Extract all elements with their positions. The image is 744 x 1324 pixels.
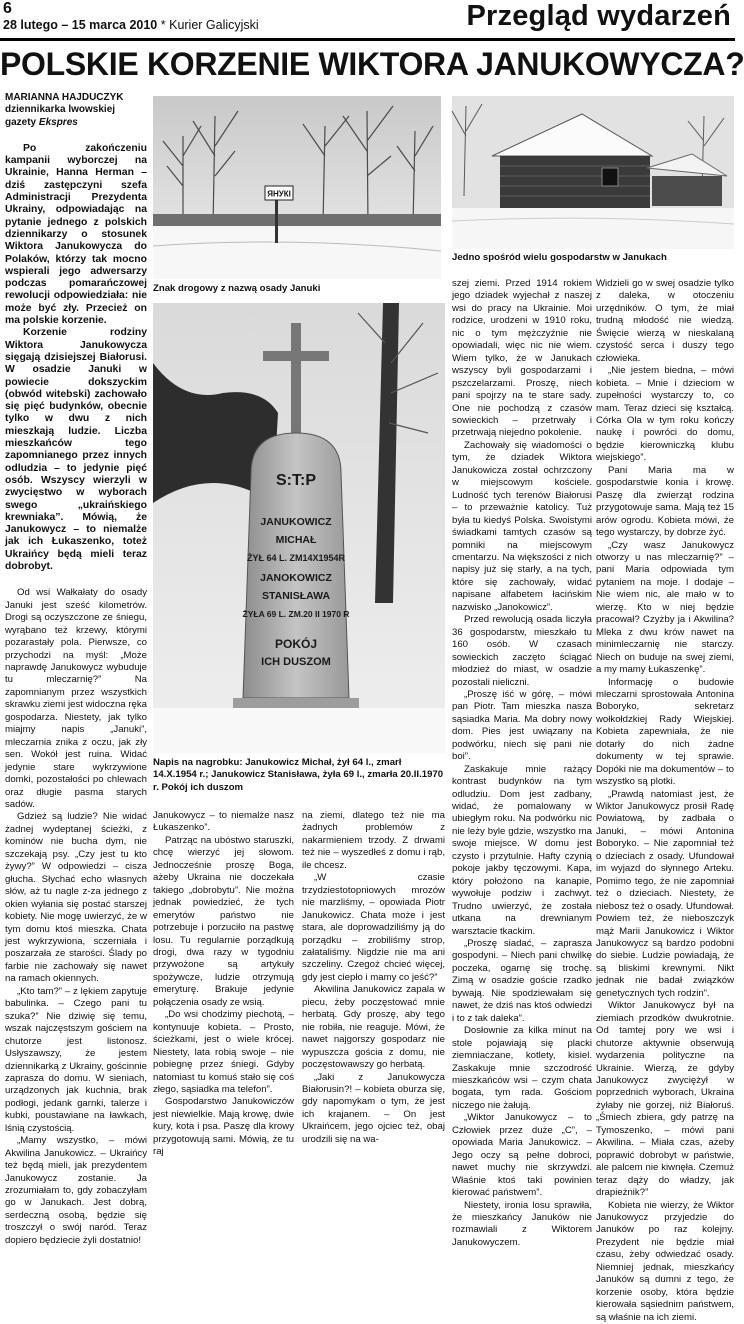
paragraph: Przed rewolucją osada liczyła 36 gospodarstw, mieszkało tu 160 osób. W czasach sowieckich zaczęto ściągać młodzież do miast, w osadzie pozostali nieliczni. [452,614,592,688]
article-column-3 [452,278,592,1248]
paragraph: Od wsi Wałkałaty do osady Januki jest sześć kilometrów. Drogi są oczyszczone ze śniegu, wyrąbano też krzewy, którymi pozarastały pola. Pierwsze, co przychodzi na myśl: „Może naprawdę Janukowycz wybuduje tu mleczarnię?” Na zapomnianym przez wszystkich skrawku ziemi jest widoczna ręka gospodarza. Niestety, jak tylko miajmy napis „Januki”, mleczarnia znika z oczu, jak zły sen. Wokół jest ruina. Widać jedynie stare wykrzywione domki, pozostałości po chlewach oraz długie pasma starych sadów. [5,587,147,810]
grave-inscription-line: STANISŁAWA [261,590,331,602]
paragraph: „W czasie trzydziestotopniowych mrozów nie marzliśmy, – opowiada Piotr Janukowicz. Chata może i jest stara, ale doprowadziliśmy ją do porządku – zrobiliśmy strop, załataliśmy. Nigdzie nie ma ani szczeliny. Czegoż chcieć więcej, gdy jest ciepło i mamy co jeść?” [302,872,445,983]
paragraph: Akwilina Janukowicz zapala w piecu, żeby poczęstować mnie herbatą. Gdy proszę, aby tego nie robiła, nie reaguje. Mówi, że nawet najgorszy gospodarz nie wypuszcza gościa z domu, nie poczęstowawszy go herbatą. [302,984,445,1071]
section-title: Przegląd wydarzeń [466,0,731,32]
grave-inscription-line: ŻYŁ 64 L. ZM14X1954R [246,553,346,563]
article-column-1 [5,92,147,1246]
paragraph: „Czy wasz Janukowycz otworzy u nas mleczarnię?” – pani Maria odpowiada tym pytaniem na moje. I dodaje – Nie wiem nic, ale mało w to wierzę. Kto w niej będzie pracował? Czyżby ja i Akwilina? Mleka z dwu krów nawet na minimleczarnię nie starczy. Niech on buduje na swej ziemi, a my mamy Łukaszenkę”. [596,539,734,676]
paragraph: Niestety, ironia losu sprawiła, że mieszkańcy Januków nie rozmawiali z Wiktorem Janukowyczem. [452,1199,592,1248]
paragraph: Janukowycz – to niemalże nasz Łukaszenko”. [153,810,294,834]
page-header [0,0,735,46]
paragraph: Widzieli go w swej osadzie tylko z daleka, w otoczeniu urzędników. O tym, że miał trudną młodość nie wiedzą. Święcie wierzą w nieskalaną czystość serca i duszy tego człowieka. [596,278,734,364]
grave-inscription-line: S:T:P [276,472,316,489]
issue-line [3,18,259,32]
paragraph: „Proszę iść w górę, – mówi pan Piotr. Tam mieszka nasza sąsiadka Maria. Ma dobry nowy dom. Pies jest uwiązany na podwórku, niech się pani nie boi”. [452,688,592,763]
grave-inscription-line: JANOKOWICZ [260,572,332,584]
lead-paragraph: Po zakończeniu kampanii wyborczej na Ukrainie, Hanna Herman – dziś zastępczyni szefa Administracji Prezydenta Ukrainy, odpowiadając na pytanie jednego z polskich dziennikarzy o stosunek Wiktora Janukowycza do Polaków, którzy tak mocno wspierali jego adwersarzy podczas pomarańczowej rewolucji odpowiedziała: nie może być zły. Przecież on ma polskie korzenie. [5,142,147,327]
publication-name: Kurier Galicyjski [169,18,259,32]
page-number: 6 [3,0,12,17]
caption-gravestone: Napis na nagrobku: Janukowicz Michał, żył 64 l., zmarł 14.X.1954 r.; Janukowicz Stanisława, żyła 69 l., zmarła 20.II.1970 r. Pokój ich duszom [153,757,444,793]
author-name: MARIANNA HAJDUCZYK [5,92,124,103]
paragraph: „Do wsi chodzimy piechotą, – kontynuuje kobieta. – Prosto, ścieżkami, jest o wiele krócej. Niestety, lata robią swoje – nie pobiegnę przez śniegi. Gdyby natomiast tu komuś stało się coś złego, sąsiadka ma telefon”. [153,1009,294,1095]
article-column-4 [596,278,734,1323]
paragraph: „Nie jestem biedna, – mówi kobieta. – Mnie i dzieciom w zupełności wystarczy to, co mam. Teraz dzieci się kształcą. Córka Ola w tym roku kończy naukę i powróci do domu, będzie kierowniczką klubu wiejskiego”. [596,365,734,464]
paragraph: szej ziemi. Przed 1914 rokiem jego dziadek wyjechał z naszej wsi do pracy na Ukrainie. Moi rodzice, urodzeni w 1910 roku, nic o tym mężczyźnie nie opowiadali, więc nic nie wiem. Wiem tylko, że w Janukach wszyscy byli gospodarzami i pszczelarzami. Proszę, niech pani spojrzy na te stare sady. One nie pochodzą z czasów sowieckich – przetrwały i przetrwają niejedno pokolenie. [452,278,592,439]
paragraph: Kobieta nie wierzy, że Wiktor Janukowycz przyjedzie do Januków po raz kolejny. Prezydent nie będzie miał czasu, żeby odwiedzać osady. Niemniej jednak, mieszkańcy Januków są dumni z tego, że korzenie osoby, która będzie kierowała sąsiednim państwem, są właśnie na ich ziemi. [596,1199,734,1323]
paragraph: „Mamy wszystko, – mówi Akwilina Janukowicz. – Ukraińcy też będą mieli, jak prezydentem Janukowycz zostanie. Ja zrozumiałam to, gdy zobaczyłam go w Janukach. Jest dobrą, serdeczną osobą, będzie się troszczył o swój naród. Teraz dopiero będziecie żyli dostatnio! [5,1135,147,1246]
paragraph: Wiktor Janukowycz był na ziemiach przodków dwukrotnie. Od tamtej pory we wsi i chutorze aktywnie obserwują wydarzenia polityczne na Ukrainie. Wierzą, że gdyby Janukowycz zwyciężył w poprzednich wyborach, Ukraina żyłaby nie gorzej, niż Białoruś. „Śmiech zbiera, gdy patrzę na Tymoszenko, – mówi pani Akwilina. – Miała czas, ażeby poprawić dobrobyt w państwie, ale palcem nie kiwnęła. Czemuż teraz dąży do władzy, jak drapieżnik?” [596,1000,734,1199]
author-byline [5,92,147,129]
paragraph: Gdzież są ludzie? Nie widać żadnej wydeptanej ścieżki, z kominów nie bucha dym, nie szczekają psy. „Czy jest tu kto żywy?” W odpowiedzi – cisza głucha. Słychać echo własnych słów, aż tu nagle z-za jednego z okien wyłania się postać starszej kobiety. Nie mogę uwierzyć, że w tym domu ktoś mieszka. Chata jest wykrzywiona, sczerniała i poszarzała ze starości. Ślady po farbie nie zachowały się nawet na ramach okiennych. [5,811,147,985]
paragraph: Zachowały się wiadomości o tym, że dziadek Wiktora Janukowicza został ochrzczony w miejscowym kościele. Ludność tych terenów Białorusi – to przeważnie katolicy. Tuż była tu kiedyś Polska. Swoistymi świadkami tamtych czasów są pomniki na miejscowym cmentarzu. Na większości z nich napisy już się starły, a na tych, które się zachowały, widać napisane alfabetem łacińskim nazwisko „Janokowicz”. [452,439,592,613]
lead-paragraph: Korzenie rodziny Wiktora Janukowycza sięgają dzisiejszej Białorusi. W osadzie Januki w powiecie dokszyckim (obwód witebski) zachowało się pięć budynków, obecnie tylko w dwu z nich mieszkają ludzie. Liczba mieszkańców tego zapomnianego przez innych odludzia – to jedynie pięć osób. Wszyscy wierzyli w zwycięstwo w wyborach swego „ukraińskiego krewniaka”. Mówią, że Janukowycz – to niemalże jak ich Łukaszenko, toteż Ukraińcy będą mieli teraz dobrobyt. [5,327,147,572]
paragraph: Gospodarstwo Janukowiczów jest niewielkie. Mają krowę, dwie kury, kota i psa. Paszę dla krowy przygotowują sami. Mówią, że tu raj [153,1096,294,1158]
column-body [5,587,147,1247]
author-role: dziennikarka lwowskiej gazety [5,104,116,128]
article-column-2b [302,810,445,1145]
photo-farmstead [452,96,734,249]
paragraph: „Wiktor Janukowycz – to Człowiek przez duże „C”, – opowiada Maria Janukowicz. – Jego oczy są pełne dobroci, nawet muchy nie skrzywdzi. Właśnie ktoś taki powinien kierować państwem”. [452,1112,592,1199]
photo-gravestone [153,303,445,753]
article-lead [5,143,147,573]
grave-inscription-line: JANUKOWICZ [260,516,332,528]
paragraph: Informację o budowie mleczarni sprostowała Antonina Boboryko, sekretarz wołkołdzkiej Rady Wiejskiej. Kobieta zapewniała, że nie dotarły do nich żadne dokumenty w tej sprawie. Dopóki nie ma dokumentów – to wszystko są plotki. [596,676,734,788]
paragraph: „Prawdą natomiast jest, że Wiktor Janukowycz prosił Radę Powiatową, by zadbała o Januki, – mówi Antonina Boboryko. – Nie zapomniał też o dzieciach z osady. Ufundował im wyjazd do słynnego Arteku. Pomimo tego, że nie zapomniał też o dzieciach. Niestety, że niebosz też o osady. Ufundował. Powiem też, że nieboszczyk mąż Marii Janukowicz i Wiktor Janukowycz są bardzo podobni do siebie. Ludzie powiadają, że są bliskimi krewnymi. Nikt jednak nie badał związków genetycznych tych rodzin”. [596,788,734,999]
paragraph: Dosłownie za kilka minut na stole pojawiają się placki ziemniaczane, kotlety, kisiel. Zaskakuje mnie szczodrość mieszkańców wsi – czym chata bogata, tym rada. Gościom niczego nie żałują. [452,1025,592,1111]
issue-dates: 28 lutego – 15 marca 2010 [3,18,158,32]
paragraph: „Jaki z Janukowycza Białorusin?! – kobieta oburza się, gdy napomykam o tym, że jest ich krajanem. – On jest Ukraińcem, jego ojciec też, obaj urodzili się na wa- [302,1071,445,1145]
article-column-2 [153,810,294,1158]
grave-inscription-line: ŻYŁA 69 L. ZM.20 II 1970 R [242,609,350,619]
paragraph: Zaskakuje mnie rażący kontrast budynków na tym odludziu. Dom jest zadbany, widać, że pomalowany w ubiegłym roku. Na podwórku nic nie leży byle gdzie, wszystko ma swoje miejsce. W domu jest czysto i przytulnie. Hafty czynią pokoje jakby tęczowymi. Kapa, który położono na kanapie, wywołuje podziw i zachwyt. Trudno uwierzyć, że została utkana na drewnianym warsztacie tkackim. [452,763,592,937]
grave-inscription-line: POKÓJ [274,637,318,651]
header-rule [0,38,735,41]
paragraph: „Proszę siadać, – zaprasza gospodyni. – Niech pani chwilkę poczeka, ogarnę się trochę. Zimą w osadzie goście rzadko bywają. Nie spodziewałam się nawet, że dziś nas ktoś odwiedzi i to z tak daleka”. [452,938,592,1024]
paragraph: Pani Maria ma w gospodarstwie konia i krowę. Paszę dla zwierząt rodzina przygotowuje sama. Mają też 15 arów ogrodu. Kobieta mówi, że tego wystarczy, by dobrze żyć. [596,464,734,539]
paragraph: na ziemi, dlatego też nie ma żadnych problemów z nakarmieniem trzody. Z drwami też nie – wyszedłeś z domu i rąb, ile chcesz. [302,810,445,871]
article-headline: POLSKIE KORZENIE WIKTORA JANUKOWYCZA? [0,46,744,82]
caption-farmstead: Jedno spośród wielu gospodarstw w Janukach [452,252,667,263]
paragraph: „Kto tam?” – z lękiem zapytuje babulinka. – Czego pani tu szuka?” Nie dziwię się temu, wszak najczęstszym gościem na chutorze jest listonosz. Usłyszawszy, że jestem dziennikarką z Ukrainy, gościnnie zaprasza do domu. W sieniach, urządzonych jak kuchnia, brak podłogi, jedank garnki, talerze i kubki, poustawiane na ławkach, lśnią czystością. [5,985,147,1134]
paragraph: Patrząc na ubóstwo staruszki, chcę wierzyć jej słowom. Jednocześnie proszę Boga, ażeby Ukraina nie doczekała takiego „dobrobytu”. Nie można jednak powiedzieć, że tych emerytów państwo nie potrzebuje i porzuciło na pastwę losu. Tu regularnie porządkują drogi, dwa razy w tygodniu przywożone są artykuły spożywcze, ludzie otrzymują emeryturę. Brakuje jedynie połączenia osady ze wsią. [153,834,294,1008]
grave-inscription-line: ICH DUSZOM [261,656,331,668]
grave-inscription-line: MICHAŁ [275,534,317,546]
road-sign-text: ЯНУКІ [267,189,291,199]
issue-separator: * [160,18,166,32]
photo-road-sign [153,96,441,279]
caption-road-sign: Znak drogowy z nazwą osady Januki [153,283,321,294]
author-outlet: Ekspres [38,116,78,128]
